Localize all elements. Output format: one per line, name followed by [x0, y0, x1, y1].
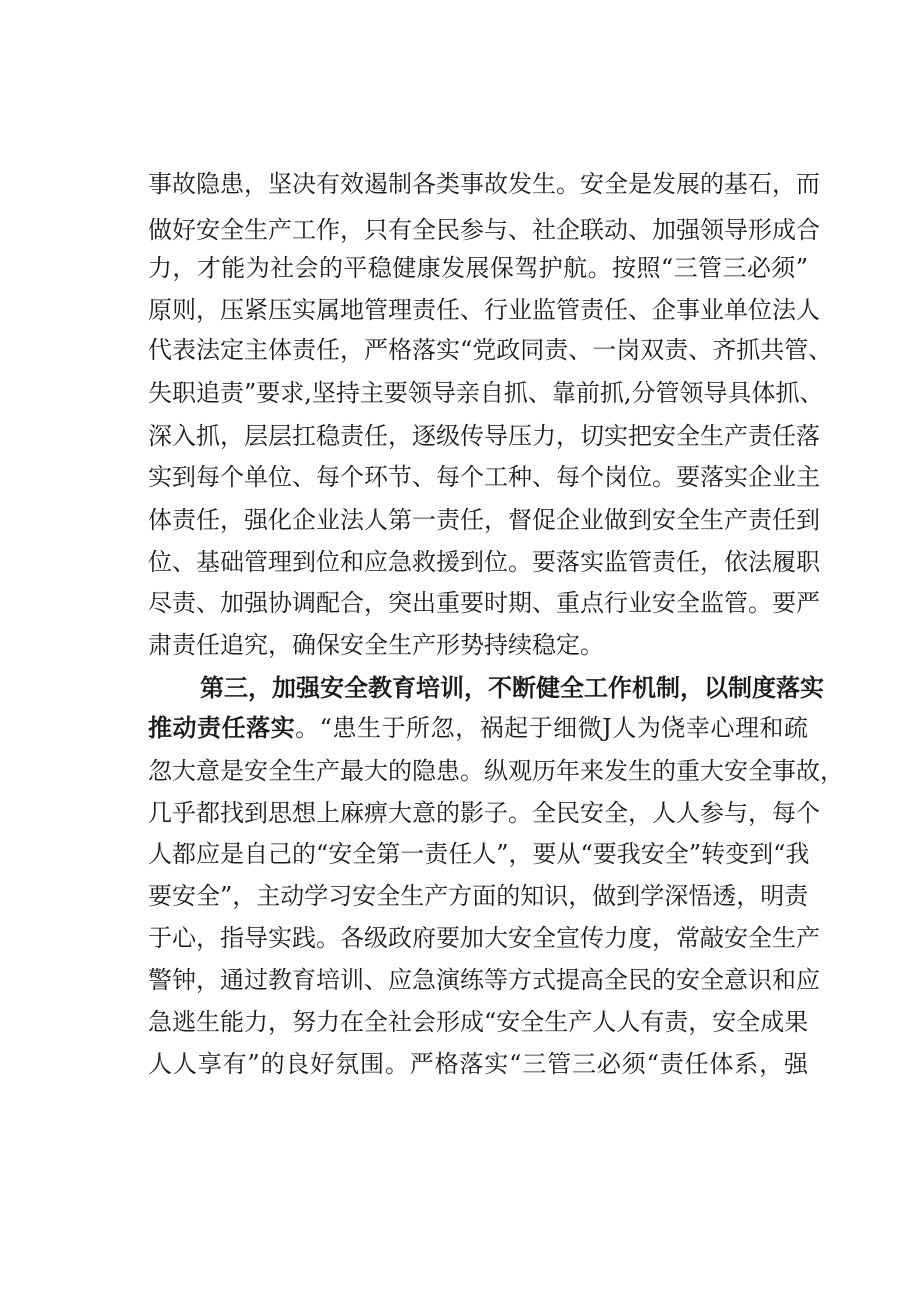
- paragraph-line: 于心，指导实践。各级政府要加大安全宣传力度，常敲安全生产: [148, 924, 820, 952]
- paragraph-text: 。“患生于所忽，祸起于细微J人为侥幸心理和疏: [295, 714, 809, 742]
- paragraph-line: 失职追责”要求,坚持主要领导亲自抓、靠前抓,分管领导具体抓、: [148, 379, 824, 407]
- paragraph-line: 做好安全生产工作，只有全民参与、社企联动、加强领导形成合: [148, 216, 820, 244]
- paragraph-line: 代表法定主体责任，严格落实“党政同责、一岗双责、齐抓共管、: [148, 336, 833, 364]
- section-heading: 第三，加强安全教育培训，不断健全工作机制，以制度落实: [200, 673, 824, 702]
- paragraph-line: 几乎都找到思想上麻痹大意的影子。全民安全，人人参与，每个: [148, 799, 820, 827]
- paragraph-line: 人人享有”的良好氛围。严格落实“三管三必须“责任体系，强: [148, 1050, 808, 1078]
- paragraph-line: 人都应是自己的“安全第一责任人”，要从“要我安全”转变到“我: [148, 840, 810, 868]
- paragraph-line: 体责任，强化企业法人第一责任，督促企业做到安全生产责任到: [148, 506, 820, 534]
- paragraph-line: 要安全”，主动学习安全生产方面的知识，做到学深悟透，明责: [148, 882, 809, 910]
- section-heading-continued: [148, 712, 808, 744]
- paragraph-line: 肃责任追究，确保安全生产形势持续稳定。: [148, 631, 604, 659]
- paragraph-line: 急逃生能力，努力在全社会形成“安全生产人人有责，安全成果: [148, 1008, 809, 1036]
- paragraph-line: 原则，压紧压实属地管理责任、行业监管责任、企事业单位法人: [148, 296, 820, 324]
- paragraph-line: 位、基础管理到位和应急救援到位。要落实监管责任，依法履职: [148, 548, 820, 576]
- section-heading-end: 推动责任落实: [148, 713, 296, 742]
- paragraph-line: 尽责、加强协调配合，突出重要时期、重点行业安全监管。要严: [148, 589, 820, 617]
- paragraph-line: 深入抓，层层扛稳责任，逐级传导压力，切实把安全生产责任落: [148, 422, 820, 450]
- paragraph-line: 忽大意是安全生产最大的隐患。纵观历年来发生的重大安全事故，: [148, 757, 844, 785]
- paragraph-line: 事故隐患，坚决有效遏制各类事故发生。安全是发展的基石，而: [148, 170, 820, 198]
- paragraph-line: 力，才能为社会的平稳健康发展保驾护航。按照“三管三必须”: [148, 254, 808, 282]
- paragraph-line: 实到每个单位、每个环节、每个工种、每个岗位。要落实企业主: [148, 463, 820, 491]
- paragraph-line: 警钟，通过教育培训、应急演练等方式提高全民的安全意识和应: [148, 966, 820, 994]
